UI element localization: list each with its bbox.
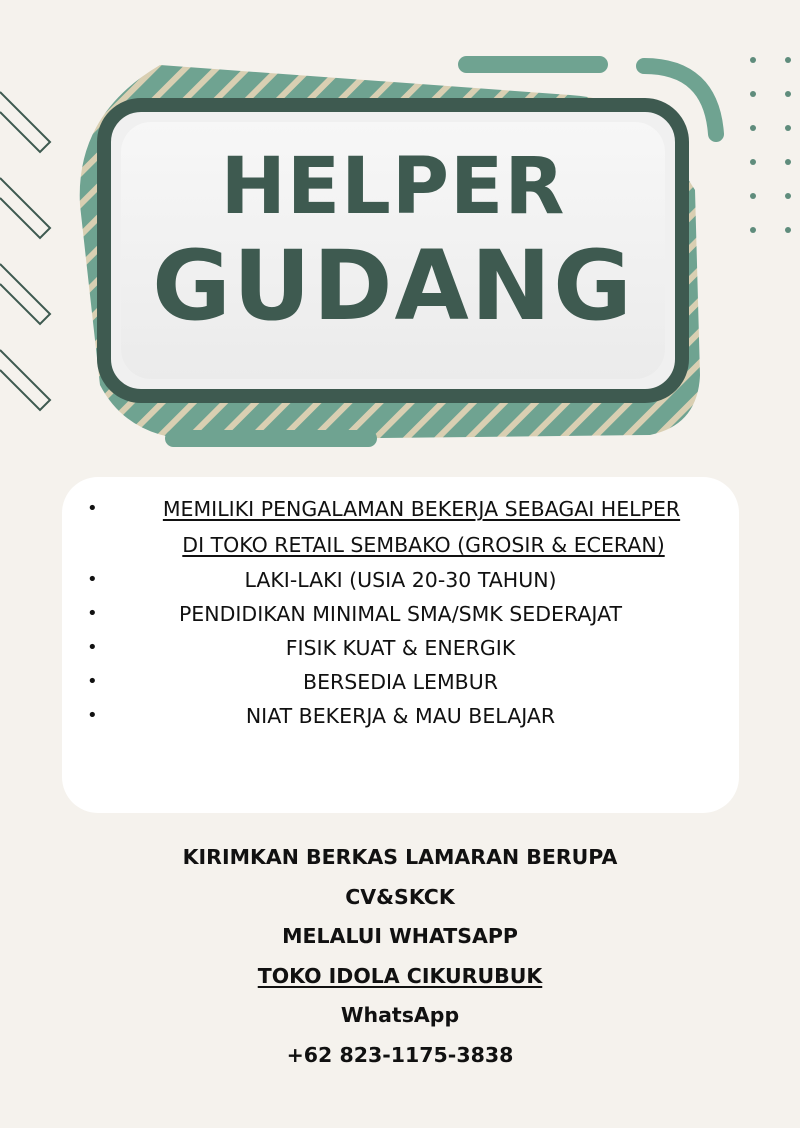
bullet-icon: • (87, 603, 98, 624)
bullet-icon: • (87, 498, 98, 519)
requirement-physical: FISIK KUAT & ENERGIK (285, 636, 516, 660)
contact-block (0, 838, 800, 1075)
contact-method: MELALUI WHATSAPP (282, 924, 518, 948)
requirement-item (62, 491, 739, 563)
store-name: TOKO IDOLA CIKURUBUK (257, 963, 543, 988)
requirement-item (62, 699, 739, 733)
requirement-item (62, 563, 739, 597)
contact-channel: WhatsApp (340, 1003, 460, 1027)
requirement-experience-line2: DI TOKO RETAIL SEMBAKO (GROSIR & ECERAN) (182, 533, 665, 557)
bullet-icon: • (87, 671, 98, 692)
bullet-icon: • (87, 637, 98, 658)
dot-grid-decoration (740, 50, 800, 240)
requirement-gender-age: LAKI-LAKI (USIA 20-30 TAHUN) (244, 568, 557, 592)
requirement-item (62, 597, 739, 631)
contact-instruction: KIRIMKAN BERKAS LAMARAN BERUPA (182, 845, 618, 869)
requirement-item (62, 665, 739, 699)
title-helper: HELPER (220, 142, 566, 232)
bottom-bar-decoration (165, 430, 377, 447)
requirement-experience-line1: MEMILIKI PENGALAMAN BEKERJA SEBAGAI HELPER (162, 497, 681, 521)
top-bar-decoration (458, 56, 608, 73)
bullet-icon: • (87, 705, 98, 726)
phone-number: +62 823-1175-3838 (286, 1042, 514, 1067)
requirements-list (62, 491, 739, 733)
zigzag-decoration (0, 80, 60, 420)
requirement-overtime: BERSEDIA LEMBUR (303, 670, 498, 694)
title-card (97, 98, 689, 403)
contact-documents: CV&SKCK (345, 884, 455, 909)
requirement-attitude: NIAT BEKERJA & MAU BELAJAR (245, 704, 556, 728)
bullet-icon: • (87, 569, 98, 590)
requirements-card (62, 477, 739, 813)
title-gudang: GUDANG (152, 230, 634, 342)
requirement-education: PENDIDIKAN MINIMAL SMA/SMK SEDERAJAT (178, 602, 623, 626)
requirement-item (62, 631, 739, 665)
